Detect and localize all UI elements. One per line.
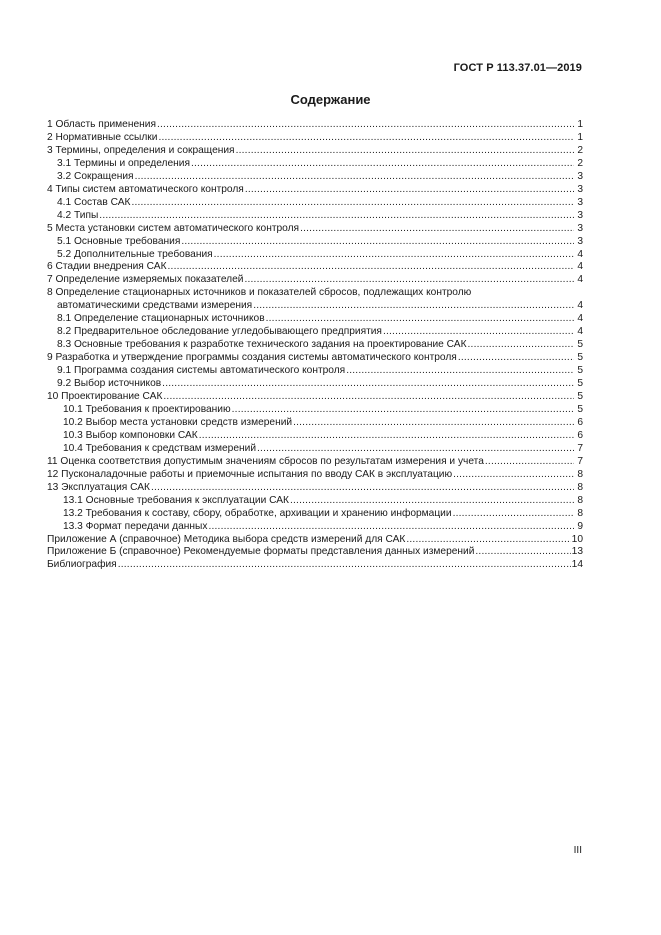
toc-entry-title: 2 Нормативные ссылки [47,131,158,143]
toc-entry[interactable] [47,352,583,365]
toc-entry-title: 6 Стадии внедрения САК [47,261,167,273]
toc-entry[interactable] [47,261,583,274]
toc-entry-title: Приложение Б (справочное) Рекомендуемые форматы представления данных измерений [47,546,475,558]
toc-dot-leader [453,508,574,521]
page-number: III [573,845,582,856]
toc-dot-leader [266,313,574,326]
toc-entry[interactable] [47,391,583,404]
toc-dot-leader [475,546,570,559]
toc-dot-leader [191,158,574,171]
toc-dot-leader [253,300,574,313]
toc-entry[interactable] [47,184,583,197]
toc-page-number: 5 [577,352,583,364]
toc-entry-title: 13.3 Формат передачи данных [63,520,208,532]
toc-entry-title: Библиография [47,559,117,571]
toc-dot-leader [290,495,574,508]
toc-entry[interactable] [47,171,583,184]
toc-entry[interactable] [47,210,583,223]
toc-page-number: 3 [577,183,583,195]
toc-entry[interactable] [47,158,583,171]
toc-entry[interactable] [47,508,583,521]
toc-page-number: 14 [571,559,583,571]
toc-entry[interactable] [47,339,583,352]
toc-dot-leader [162,378,574,391]
toc-dot-leader [131,197,574,210]
toc-entry[interactable] [47,249,583,262]
toc-page-number: 1 [577,119,583,130]
toc-entry-title: 5 Места установки систем автоматического контроля [47,222,300,234]
toc-entry-title: 10.1 Требования к проектированию [63,403,231,415]
toc-entry[interactable] [47,482,583,495]
toc-entry[interactable] [47,430,583,443]
toc-page-number: 5 [577,403,583,415]
toc-entry[interactable] [47,469,583,482]
toc-page-number: 6 [577,416,583,428]
toc-entry-title: 8 Определение стационарных источников и показателей сбросов, подлежащих контролю [47,287,472,299]
toc-dot-leader [163,391,574,404]
toc-dot-leader [168,261,574,274]
toc-page-number: 4 [577,274,583,286]
toc-entry-title: 10.2 Выбор места установки средств измерений [63,416,293,428]
toc-dot-leader [244,274,574,287]
toc-page-number: 9 [577,520,583,532]
toc-dot-leader [346,365,574,378]
toc-entry-title: 11 Оценка соответствия допустимым значениям сбросов по результатам измерения и учета [47,455,484,467]
toc-page-number: 6 [577,429,583,441]
toc-dot-leader [199,430,574,443]
toc-page-number: 5 [577,378,583,390]
toc-entry-title: 13.2 Требования к составу, сбору, обработке, архивации и хранению информации [63,507,452,519]
toc-entry[interactable] [47,417,583,430]
toc-dot-leader [300,223,574,236]
toc-page-number: 4 [577,248,583,260]
toc-entry[interactable] [47,546,583,559]
toc-entry-title: 3.2 Сокращения [57,170,134,182]
toc-entry[interactable] [47,559,583,572]
toc-page-number: 8 [577,507,583,519]
toc-dot-leader [214,249,574,262]
toc-entry[interactable] [47,326,583,339]
toc-entry[interactable] [47,495,583,508]
toc-entry[interactable] [47,521,583,534]
toc-entry-title: Приложение А (справочное) Методика выбора средств измерений для САК [47,533,406,545]
toc-entry-title: 10 Проектирование САК [47,391,163,403]
toc-entry-title: 9 Разработка и утверждение программы создания системы автоматического контроля [47,352,457,364]
toc-page-number: 3 [577,196,583,208]
toc-page-number: 5 [577,391,583,403]
toc-dot-leader [293,417,574,430]
toc-dot-leader [257,443,574,456]
toc-entry[interactable] [47,443,583,456]
toc-entry-title: 8.1 Определение стационарных источников [57,313,265,325]
toc-dot-leader [458,352,574,365]
toc-page-number: 7 [577,455,583,467]
toc-entry-title: 9.2 Выбор источников [57,378,162,390]
toc-page-number: 8 [577,481,583,493]
toc-dot-leader [468,339,574,352]
toc-page-number: 3 [577,170,583,182]
toc-dot-leader [118,559,571,572]
toc-entry-title: 13 Эксплуатация САК [47,481,150,493]
toc-dot-leader [245,184,574,197]
toc-page-number: 3 [577,235,583,247]
toc-page-number: 4 [577,261,583,273]
table-of-contents [47,119,583,572]
toc-entry-title: автоматическими средствами измерения [57,300,253,312]
toc-dot-leader [406,534,570,547]
document-code: ГОСТ Р 113.37.01—2019 [453,62,582,74]
toc-dot-leader [158,132,574,145]
toc-entry-continuation[interactable] [47,300,583,313]
toc-entry-title: 4.2 Типы [57,209,99,221]
toc-dot-leader [181,236,574,249]
toc-page-number: 8 [577,494,583,506]
toc-dot-leader [151,482,574,495]
toc-page-number: 10 [571,533,583,545]
toc-entry[interactable] [47,145,583,158]
toc-page-number: 5 [577,339,583,351]
toc-entry-title: 12 Пусконаладочные работы и приемочные испытания по вводу САК в эксплуатацию [47,468,453,480]
toc-dot-leader [453,469,574,482]
toc-page-number: 7 [577,442,583,454]
toc-page-number: 3 [577,209,583,221]
toc-dot-leader [99,210,574,223]
toc-page-number: 2 [577,144,583,156]
toc-page-number: 4 [577,300,583,312]
toc-page-number: 5 [577,365,583,377]
toc-page-number: 8 [577,468,583,480]
toc-page-number: 2 [577,157,583,169]
toc-entry-title: 3 Термины, определения и сокращения [47,144,235,156]
toc-page-number: 4 [577,326,583,338]
toc-entry[interactable] [47,287,583,300]
toc-entry-title: 4 Типы систем автоматического контроля [47,183,244,195]
toc-entry-title: 10.4 Требования к средствам измерений [63,442,257,454]
toc-page-number: 1 [577,131,583,143]
toc-entry-title: 5.1 Основные требования [57,235,181,247]
toc-entry-title: 3.1 Термины и определения [57,157,190,169]
toc-entry-title: 1 Область применения [47,119,156,130]
toc-dot-leader [157,119,574,132]
toc-page-number: 4 [577,313,583,325]
toc-entry-title: 7 Определение измеряемых показателей [47,274,244,286]
toc-entry-title: 13.1 Основные требования к эксплуатации САК [63,494,289,506]
toc-entry[interactable] [47,119,583,132]
toc-entry[interactable] [47,365,583,378]
toc-entry[interactable] [47,274,583,287]
toc-entry[interactable] [47,197,583,210]
toc-entry-title: 10.3 Выбор компоновки САК [63,429,198,441]
toc-dot-leader [208,521,574,534]
toc-entry[interactable] [47,534,583,547]
toc-entry-title: 8.3 Основные требования к разработке технического задания на проектирование САК [57,339,467,351]
toc-dot-leader [485,456,574,469]
toc-entry-title: 8.2 Предварительное обследование угледобывающего предприятия [57,326,382,338]
toc-entry-title: 4.1 Состав САК [57,196,131,208]
toc-page-number: 13 [571,546,583,558]
toc-entry[interactable] [47,404,583,417]
toc-dot-leader [232,404,574,417]
toc-entry[interactable] [47,132,583,145]
toc-entry-title: 9.1 Программа создания системы автоматического контроля [57,365,346,377]
toc-entry[interactable] [47,456,583,469]
toc-entry[interactable] [47,236,583,249]
toc-dot-leader [383,326,574,339]
toc-entry[interactable] [47,223,583,236]
toc-dot-leader [135,171,574,184]
toc-page-number: 3 [577,222,583,234]
toc-title: Содержание [290,92,371,107]
toc-entry[interactable] [47,313,583,326]
toc-dot-leader [236,145,574,158]
toc-entry-title: 5.2 Дополнительные требования [57,248,213,260]
toc-entry[interactable] [47,378,583,391]
